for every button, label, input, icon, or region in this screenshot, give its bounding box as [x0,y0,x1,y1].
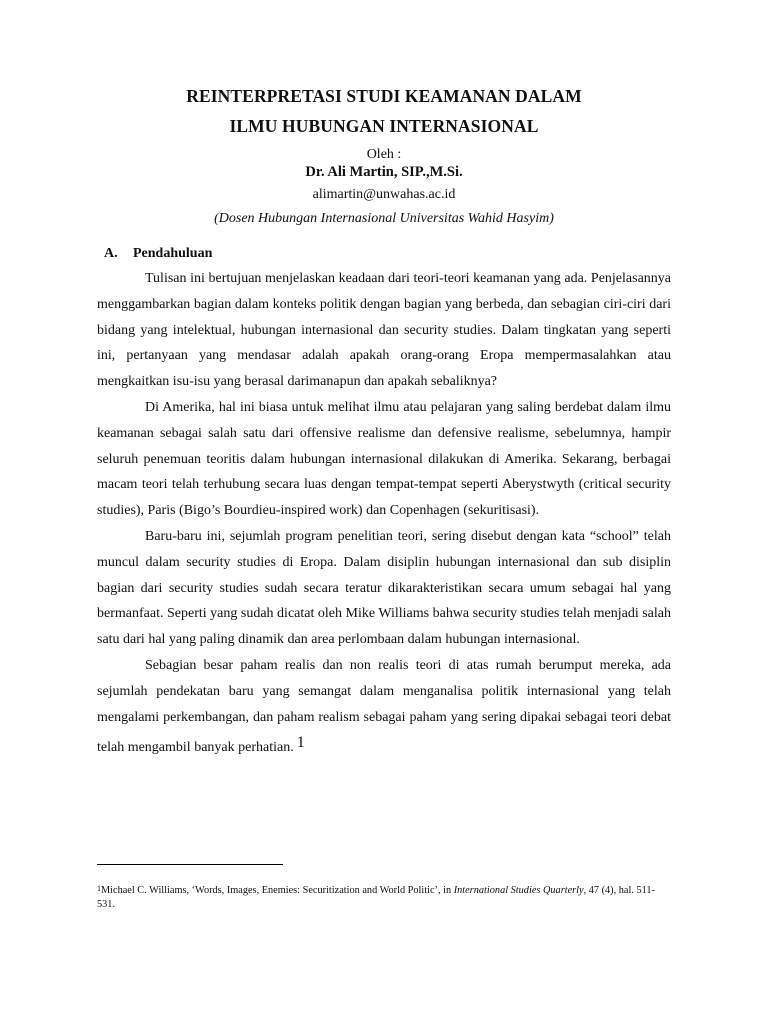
body-text [97,266,671,761]
paragraph-4 [97,653,671,761]
author-email: alimartin@unwahas.ac.id [312,187,456,202]
paragraph-3: Baru-baru ini, sejumlah program penelitian teori, sering disebut dengan kata “school” telah muncul dalam security studies di Eropa. Dalam disiplin hubungan internasional dan sub disiplin bagian dari security studies sudah secara teratur dikarakteristikan secara umum sebagai hal yang bermanfaat. Seperti yang sudah dicatat oleh Mike Williams bahwa security studies telah menjadi salah satu dari hal yang paling dinamik dan area perlombaan dalam hubungan internasional. [97,528,671,648]
paragraph-4-text: Sebagian besar paham realis dan non realis teori di atas rumah berumput mereka, ada sejumlah pendekatan baru yang semangat dalam menganalisa politik internasional yang telah mengalami perkembangan, dan paham realism sebagai paham yang sering dipakai sebagai teori debat telah mengambil banyak perhatian. [97,657,671,756]
footnote-reference[interactable]: 1 [296,734,305,752]
section-heading [104,246,212,262]
author-name: Dr. Ali Martin, SIP.,M.Si. [305,164,463,180]
footnote-text-before: Michael C. Williams, ‘Words, Images, Enemies: Securitization and World Politic’, in [101,885,454,896]
title-line-2: ILMU HUBUNGAN INTERNASIONAL [229,116,539,136]
footnote-journal: International Studies Quarterly [453,885,584,896]
paragraph-2: Di Amerika, hal ini biasa untuk melihat ilmu atau pelajaran yang saling berdebat dalam ilmu keamanan sebagai salah satu dari offensive realisme dan defensive realisme, sebelumnya, hampir seluruh penemuan teoritis dalam hubungan internasional dilakukan di Amerika. Sekarang, berbagai macam teori telah terhubung secara luas dengan tempat-tempat seperti Aberystwyth (critical security studies), Paris (Bigo’s Bourdieu-inspired work) dan Copenhagen (sekuritisasi). [97,399,671,519]
section-number: A. [104,246,118,261]
title-line-1: REINTERPRETASI STUDI KEAMANAN DALAM [186,86,582,106]
footnote-text-after: , 47 (4), hal. 511-531. [97,885,655,910]
paragraph-1: Tulisan ini bertujuan menjelaskan keadaan dari teori-teori keamanan yang ada. Penjelasannya menggambarkan bagian dalam konteks politik dengan bagian yang berbeda, dan sebagian ciri-ciri dari bidang yang intelektual, hubungan internasional dan security studies. Dalam tingkatan yang seperti ini, pertanyaan yang mendasar adalah apakah orang-orang Eropa mempermasalahkan atau mengkaitkan isu-isu yang berasal darimanapun dan apakah sebaliknya? [97,271,671,390]
section-title: Pendahuluan [133,246,213,261]
footnote-mark: 1 [97,884,101,893]
author-affiliation: (Dosen Hubungan Internasional Universitas Wahid Hasyim) [214,211,554,226]
footnote-divider [97,864,283,865]
footnote [97,882,671,912]
by-label: Oleh : [366,147,402,162]
